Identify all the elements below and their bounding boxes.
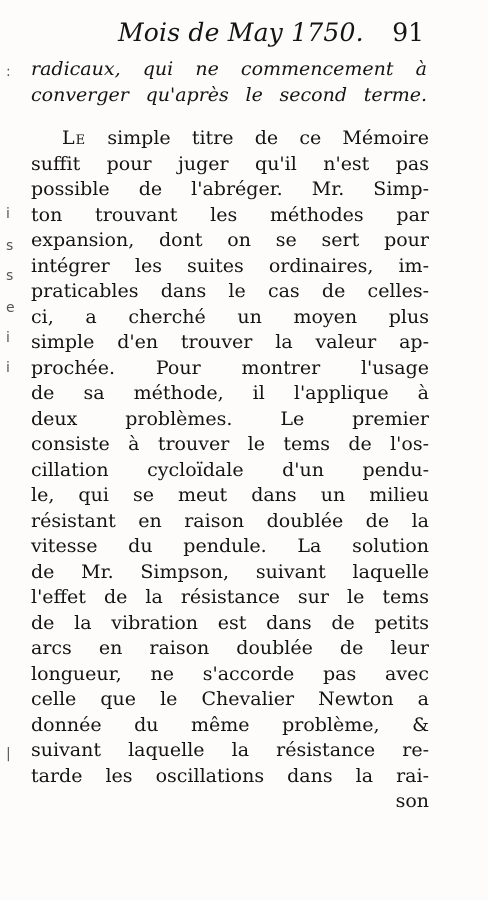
body-line: ton trouvant les méthodes par (31, 203, 429, 226)
body-line: possible de l'abréger. Mr. Simp- (31, 178, 429, 200)
body-line: praticables dans le cas de celles- (31, 280, 429, 302)
body-line: consiste à trouver le tems de l'os- (31, 433, 429, 455)
body-line: tarde les oscillations dans la rai- (31, 764, 429, 787)
body-line: suffit pour juger qu'il n'est pas (31, 152, 429, 175)
body-line: suivant laquelle la résistance re- (31, 739, 429, 761)
body-line: vitesse du pendule. La solution (31, 535, 429, 557)
body-line: deux problèmes. Le premier (31, 407, 429, 430)
body-line: de Mr. Simpson, suivant laquelle (31, 560, 429, 583)
body-line: longueur, ne s'accorde pas avec (31, 662, 429, 685)
body-line: résistant en raison doublée de la (31, 509, 429, 532)
intro-paragraph (31, 56, 427, 108)
body-line: cillation cycloïdale d'un pendu- (31, 458, 429, 481)
body-line: arcs en raison doublée de leur (31, 637, 429, 659)
body-line: de sa méthode, il l'applique à (31, 382, 429, 404)
margin-mark: s (6, 238, 14, 254)
body-line: prochée. Pour montrer l'usage (31, 356, 429, 379)
margin-mark: i (6, 360, 10, 376)
main-paragraph (31, 126, 429, 815)
margin-mark: e (6, 300, 15, 316)
page-number: 91 (392, 18, 424, 47)
body-line: donnée du même problème, & (31, 713, 429, 736)
intro-line: converger qu'après le second terme. (31, 84, 427, 106)
body-line: intégrer les suites ordinaires, im- (31, 254, 429, 277)
margin-mark: : (6, 64, 11, 80)
page-header (118, 18, 424, 52)
intro-line: radicaux, qui ne commencement à (31, 58, 427, 80)
running-title: Mois de May 1750. (118, 18, 364, 47)
body-first-line (31, 126, 429, 152)
drop-word: Le (62, 127, 87, 149)
margin-mark: i (6, 206, 10, 222)
first-line-rest: simple titre de ce Mémoire (86, 127, 429, 149)
body-line: le, qui se meut dans un milieu (31, 484, 429, 506)
body-line: ci, a cherché un moyen plus (31, 305, 429, 328)
catchword: son (395, 790, 429, 812)
margin-mark: s (6, 268, 14, 284)
body-line: de la vibration est dans de petits (31, 611, 429, 634)
body-line: l'effet de la résistance sur le tems (31, 586, 429, 608)
body-line: celle que le Chevalier Newton a (31, 688, 429, 710)
body-line: expansion, dont on se sert pour (31, 229, 429, 251)
margin-mark: i (6, 330, 10, 346)
body-line: simple d'en trouver la valeur ap- (31, 331, 429, 353)
margin-mark: | (6, 746, 11, 762)
